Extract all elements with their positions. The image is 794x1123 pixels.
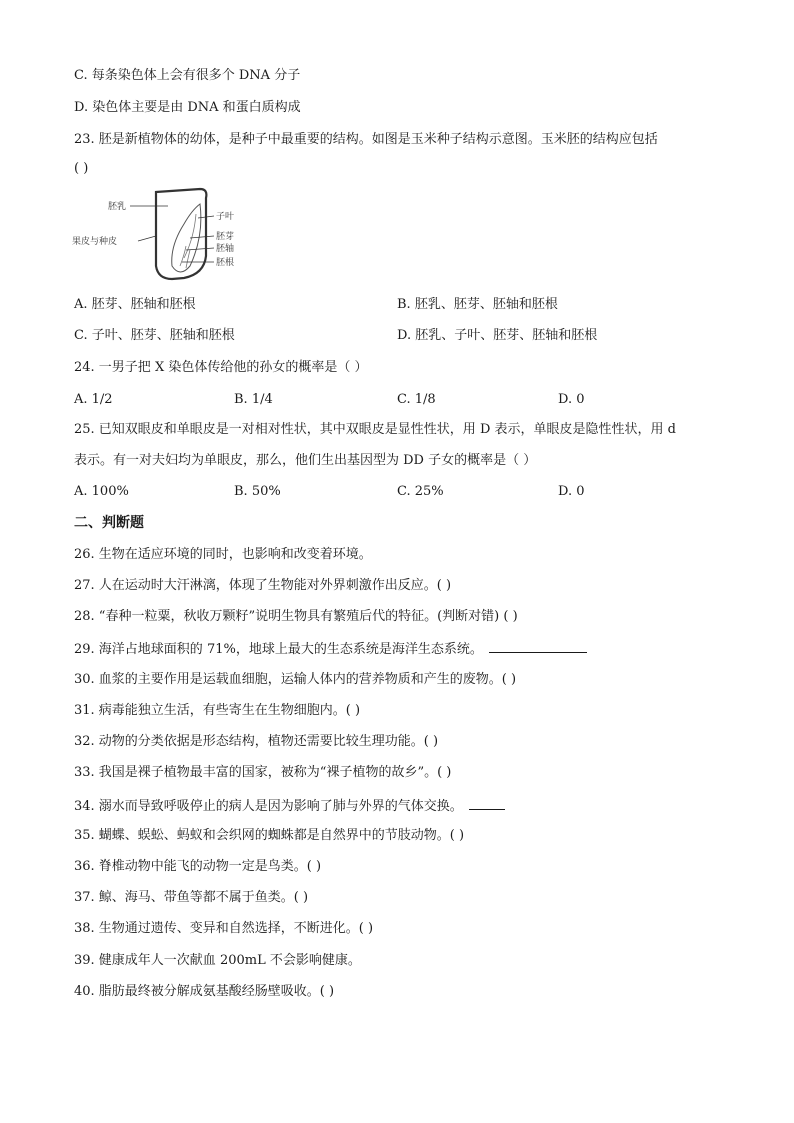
q24-option-a: A. 1/2 xyxy=(74,392,113,407)
q25-option-d: D. 0 xyxy=(558,484,585,499)
label-hypocotyl: 胚轴 xyxy=(216,244,235,254)
label-cotyledon: 子叶 xyxy=(216,212,235,222)
judge-q36: 36. 脊椎动物中能飞的动物一定是鸟类。( ) xyxy=(74,859,322,874)
judge-q39: 39. 健康成年人一次献血 200mL 不会影响健康。 xyxy=(74,953,361,968)
q25-option-a: A. 100% xyxy=(74,484,129,499)
answer-blank-q29[interactable] xyxy=(489,639,587,653)
judge-q31: 31. 病毒能独立生活，有些寄生在生物细胞内。( ) xyxy=(74,703,361,718)
question-24-stem: 24. 一男子把 X 染色体传给他的孙女的概率是（ ） xyxy=(74,360,368,375)
section-heading-judgement: 二、判断题 xyxy=(74,515,144,531)
label-radicle: 胚根 xyxy=(216,258,235,268)
q23-option-a: A. 胚芽、胚轴和胚根 xyxy=(74,297,196,312)
judge-q34: 34. 溺水而导致呼吸停止的病人是因为影响了肺与外界的气体交换。 xyxy=(74,799,463,814)
label-plumule: 胚芽 xyxy=(216,232,235,242)
option-d-prev: D. 染色体主要是由 DNA 和蛋白质构成 xyxy=(74,100,301,115)
seed-outline xyxy=(156,189,206,279)
q23-option-c: C. 子叶、胚芽、胚轴和胚根 xyxy=(74,328,235,343)
question-25-stem-cont: 表示。有一对夫妇均为单眼皮，那么，他们生出基因型为 DD 子女的概率是（ ） xyxy=(74,453,537,468)
option-c-prev: C. 每条染色体上会有很多个 DNA 分子 xyxy=(74,68,301,83)
judge-q40: 40. 脂肪最终被分解成氨基酸经肠壁吸收。( ) xyxy=(74,984,335,999)
judge-q38: 38. 生物通过遗传、变异和自然选择，不断进化。( ) xyxy=(74,921,374,936)
judge-q35: 35. 蝴蝶、蜈蚣、蚂蚁和会织网的蜘蛛都是自然界中的节肢动物。( ) xyxy=(74,828,465,843)
judge-q32: 32. 动物的分类依据是形态结构，植物还需要比较生理功能。( ) xyxy=(74,734,439,749)
judge-q29: 29. 海洋占地球面积的 71%，地球上最大的生态系统是海洋生态系统。 xyxy=(74,642,483,657)
q24-option-d: D. 0 xyxy=(558,392,585,407)
leader-pericarp xyxy=(138,236,156,241)
judge-q27: 27. 人在运动时大汗淋漓，体现了生物能对外界刺激作出反应。( ) xyxy=(74,578,452,593)
leader-hypocotyl xyxy=(186,248,214,250)
q23-option-d: D. 胚乳、子叶、胚芽、胚轴和胚根 xyxy=(397,328,598,343)
question-25-stem: 25. 已知双眼皮和单眼皮是一对相对性状，其中双眼皮是显性性状，用 D 表示，单眼皮是隐性性状，用 d xyxy=(74,422,676,437)
q24-option-c: C. 1/8 xyxy=(397,392,436,407)
judge-q28: 28. “春种一粒粟，秋收万颗籽”说明生物具有繁殖后代的特征。(判断对错) ( ) xyxy=(74,609,518,624)
judge-q26: 26. 生物在适应环境的同时，也影响和改变着环境。 xyxy=(74,547,372,562)
q23-option-b: B. 胚乳、胚芽、胚轴和胚根 xyxy=(397,297,558,312)
leader-plumule xyxy=(190,236,214,238)
judge-q29-row xyxy=(74,639,587,659)
q25-option-b: B. 50% xyxy=(234,484,281,499)
question-23-answer-paren: ( ) xyxy=(74,161,89,176)
judge-q30: 30. 血浆的主要作用是运载血细胞，运输人体内的营养物质和产生的废物。( ) xyxy=(74,672,517,687)
question-23-stem: 23. 胚是新植物体的幼体，是种子中最重要的结构。如图是玉米种子结构示意图。玉米胚的结构应包括 xyxy=(74,132,658,147)
q24-option-b: B. 1/4 xyxy=(234,392,273,407)
judge-q33: 33. 我国是裸子植物最丰富的国家，被称为“裸子植物的故乡”。( ) xyxy=(74,765,452,780)
label-endosperm: 胚乳 xyxy=(108,202,127,212)
corn-seed-diagram xyxy=(72,186,252,282)
q25-option-c: C. 25% xyxy=(397,484,444,499)
judge-q37: 37. 鲸、海马、带鱼等都不属于鱼类。( ) xyxy=(74,890,309,905)
judge-q34-row xyxy=(74,796,505,816)
answer-blank-q34[interactable] xyxy=(469,796,505,810)
label-pericarp-seedcoat: 果皮与种皮 xyxy=(72,237,118,247)
